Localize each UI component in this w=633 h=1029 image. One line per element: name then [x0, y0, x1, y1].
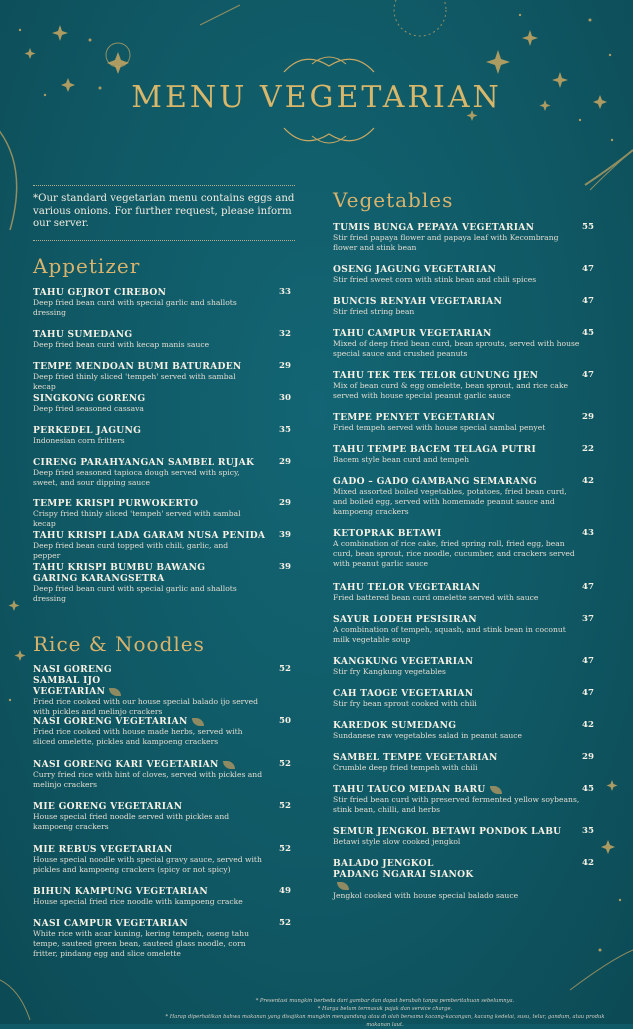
menu-item-name-text: BUNCIS RENYAH VEGETARIAN [333, 296, 503, 307]
menu-item-description: Jengkol cooked with house special balado sauce [333, 891, 519, 900]
menu-item-name [33, 918, 263, 929]
menu-item-name-text: GADO – GADO GAMBANG SEMARANG [333, 476, 537, 487]
title-ornament-top [282, 52, 376, 76]
menu-item-name [33, 498, 253, 509]
menu-item-price: 29 [582, 752, 594, 762]
menu-item-description: Stir fried string bean [333, 307, 415, 316]
menu-item-price: 22 [582, 444, 594, 454]
menu-item-description: Stir fried bean curd with preserved fermented yellow soybeans, stink bean, chilli, and herbs [333, 795, 580, 814]
menu-item-price: 52 [279, 664, 291, 674]
menu-item-description: House special noodle with special gravy sauce, served with pickles and kampoeng crackers (spicy or not spicy) [33, 855, 262, 874]
menu-item-description: Deep fried thinly sliced 'tempeh' served with sambal kecap [33, 372, 236, 391]
menu-item-name-text: SAMBEL TEMPE VEGETARIAN [333, 752, 498, 763]
menu-item-name [333, 328, 583, 339]
menu-item-name-text: TEMPE PENYET VEGETARIAN [333, 412, 496, 423]
menu-item-name [333, 858, 483, 891]
menu-item-price: 35 [582, 826, 594, 836]
menu-item [33, 562, 253, 604]
menu-item-name-text: MIE REBUS VEGETARIAN [33, 844, 173, 855]
menu-item-name [333, 412, 583, 423]
menu-item-description: Crumble deep fried tempeh with chili [333, 763, 478, 772]
menu-item-name [33, 844, 263, 855]
menu-item-description: Fried rice cooked with our house special balado ijo served with pickles and melinjo crackers [33, 697, 258, 716]
menu-item-name-text: TAHU TAUCO MEDAN BARU [333, 784, 486, 795]
menu-item [333, 582, 583, 603]
menu-item-description: Deep fried seasoned tapioca dough served with spicy, sweet, and sour dipping sauce [33, 468, 240, 487]
menu-item-price: 32 [279, 329, 291, 339]
menu-item-name [33, 393, 253, 404]
menu-item-price: 33 [279, 287, 291, 297]
menu-item-description: Crispy fried thinly sliced 'tempeh' served with sambal kecap [33, 509, 241, 528]
menu-item-name-text: NASI GORENG VEGETARIAN [33, 716, 188, 727]
menu-item-description: White rice with acar kuning, kering tempeh, oseng tahu tempe, sauteed green bean, sauteed glass noodle, corn fritter, pindang egg and slice omelette [33, 929, 249, 958]
menu-item [333, 328, 583, 359]
menu-item-name-text: NASI GORENG SAMBAL IJO VEGETARIAN [33, 664, 112, 697]
menu-item-name [33, 287, 253, 298]
menu-item-description: Stir fry bean sprout cooked with chili [333, 699, 477, 708]
menu-item-name-text: CIRENG PARAHYANGAN SAMBEL RUJAK [33, 457, 255, 468]
menu-item-name [333, 784, 583, 795]
menu-item-price: 43 [582, 528, 594, 538]
menu-item-name [333, 528, 583, 539]
menu-item-name-text: BIHUN KAMPUNG VEGETARIAN [33, 886, 208, 897]
menu-item-name-text: OSENG JAGUNG VEGETARIAN [333, 264, 497, 275]
menu-item-description: Stir fried papaya flower and papaya leaf with Kecombrang flower and stink bean [333, 233, 559, 252]
leaf-icon [337, 882, 349, 890]
menu-item-name [33, 457, 253, 468]
footnote-2: * Harga belum termasuk pajak dan service charge. [317, 1006, 453, 1012]
page-title: MENU VEGETARIAN [131, 80, 502, 115]
menu-item-description: Fried battered bean curd omelette served with sauce [333, 593, 539, 602]
menu-item-description: Mixed of deep fried bean curd, bean sprouts, served with house special sauce and crushed peanuts [333, 339, 580, 358]
menu-item [333, 528, 583, 569]
menu-item-name [333, 444, 583, 455]
menu-item-price: 47 [582, 370, 594, 380]
menu-item-price: 47 [582, 656, 594, 666]
menu-item-name-text: TAHU GEJROT CIREBON [33, 287, 167, 298]
title-ornament-bottom [282, 124, 376, 148]
menu-item-name-text: TEMPE KRISPI PURWOKERTO [33, 498, 199, 509]
menu-item [333, 656, 583, 677]
menu-item-name [33, 425, 253, 436]
menu-item [33, 886, 263, 907]
menu-item-description: House special fried noodle served with pickles and kampoeng crackers [33, 812, 230, 831]
menu-item-name [33, 562, 218, 584]
menu-item [333, 476, 583, 517]
menu-item [33, 530, 266, 561]
menu-item-description: Betawi style slow cooked jengkol [333, 837, 461, 846]
menu-item-name [333, 614, 583, 625]
menu-item [333, 370, 583, 401]
menu-item-name [333, 476, 583, 487]
menu-item-price: 30 [279, 393, 291, 403]
menu-item-name-text: TAHU CAMPUR VEGETARIAN [333, 328, 492, 339]
menu-item-name [333, 826, 583, 837]
menu-item-price: 47 [582, 582, 594, 592]
menu-item-description: Deep fried seasoned cassava [33, 404, 144, 413]
menu-item-price: 37 [582, 614, 594, 624]
menu-item [33, 918, 263, 959]
menu-item-description: Deep fried bean curd with special garlic and shallots dressing [33, 584, 237, 603]
menu-item-name-text: NASI CAMPUR VEGETARIAN [33, 918, 188, 929]
menu-item-name-text: TAHU TELOR VEGETARIAN [333, 582, 481, 593]
footnote-3: * Harap diperhatikan bahwa makanan yang disajikan mungkin mengandung atau di olah bersama kacang-kacangan, kacang kedelai, susu, telur, gandum, atau produk makanan laut. [165, 1014, 605, 1028]
menu-item [33, 716, 263, 747]
menu-item-price: 29 [279, 361, 291, 371]
menu-item-name [333, 582, 583, 593]
menu-item [333, 688, 583, 709]
menu-item-name-text: NASI GORENG KARI VEGETARIAN [33, 759, 219, 770]
menu-item-name [33, 361, 253, 372]
menu-item-name-text: TAHU SUMEDANG [33, 329, 133, 340]
menu-item-description: House special fried rice noodle with kampoeng cracke [33, 897, 243, 906]
menu-item-price: 42 [582, 720, 594, 730]
menu-item-name-text: KAREDOK SUMEDANG [333, 720, 457, 731]
menu-item [333, 752, 583, 773]
menu-item-name-text: TUMIS BUNGA PEPAYA VEGETARIAN [333, 222, 535, 233]
leaf-icon [192, 718, 204, 726]
menu-item-name-text: SINGKONG GORENG [33, 393, 146, 404]
menu-item [33, 361, 253, 392]
menu-item-description: Curry fried rice with hint of cloves, served with pickles and melinjo crackers [33, 770, 263, 789]
menu-item-price: 47 [582, 688, 594, 698]
menu-item [333, 444, 583, 465]
menu-item-price: 47 [582, 264, 594, 274]
leaf-icon [109, 688, 121, 696]
menu-item-price: 52 [279, 759, 291, 769]
menu-item-name [33, 759, 263, 770]
menu-item-name-text: BALADO JENGKOL PADANG NGARAI SIANOK [333, 858, 474, 880]
menu-item-name [333, 720, 583, 731]
menu-item-name [33, 664, 153, 697]
menu-item [33, 425, 253, 446]
footnote-1: * Presentasi mungkin berbeda dari gambar dan dapat berubah tanpa pemberitahuan sebelumnya. [255, 998, 515, 1004]
menu-item [33, 329, 253, 350]
menu-item-description: Deep fried bean curd with kecap manis sauce [33, 340, 210, 349]
menu-item [33, 498, 253, 529]
menu-item-description: Mixed assorted boiled vegetables, potatoes, fried bean curd, and boiled egg, served with homemade peanut sauce and kampoeng crackers [333, 487, 567, 516]
menu-item-name [333, 222, 583, 233]
menu-item-name [333, 752, 583, 763]
menu-item-description: Bacem style bean curd and tempeh [333, 455, 469, 464]
menu-item [333, 784, 583, 815]
menu-item [333, 412, 583, 433]
menu-item [33, 801, 263, 832]
menu-item-name [33, 801, 263, 812]
menu-item-description: Deep fried bean curd with special garlic and shallots dressing [33, 298, 237, 317]
leaf-icon [223, 761, 235, 769]
menu-item-name-text: SAYUR LODEH PESISIRAN [333, 614, 477, 625]
menu-item-price: 52 [279, 801, 291, 811]
menu-item-description: Stir fried sweet corn with stink bean and chili spices [333, 275, 537, 284]
menu-item-name [333, 264, 583, 275]
menu-item-price: 29 [279, 457, 291, 467]
menu-item [33, 287, 253, 318]
section-title-appetizer: Appetizer [33, 254, 141, 278]
menu-item-name-text: SEMUR JENGKOL BETAWI PONDOK LABU [333, 826, 562, 837]
menu-item-price: 49 [279, 886, 291, 896]
menu-item-description: Fried tempeh served with house special sambal penyet [333, 423, 546, 432]
menu-item-name [33, 530, 266, 541]
menu-item [33, 844, 263, 875]
menu-item-name [333, 688, 583, 699]
menu-item [33, 457, 253, 488]
menu-item-description: Fried rice cooked with house made herbs, served with sliced omelette, pickles and kampoeng crackers [33, 727, 243, 746]
menu-item [33, 759, 263, 790]
section-title-vegetables: Vegetables [333, 188, 454, 212]
intro-note: *Our standard vegetarian menu contains eggs and various onions. For further request, please inform our server. [33, 185, 295, 241]
menu-item [33, 664, 263, 717]
section-title-rice-noodles: Rice & Noodles [33, 632, 205, 656]
menu-item-price: 35 [279, 425, 291, 435]
menu-item-price: 29 [582, 412, 594, 422]
menu-item-name-text: MIE GORENG VEGETARIAN [33, 801, 183, 812]
menu-item-name [33, 886, 263, 897]
menu-item-name-text: PERKEDEL JAGUNG [33, 425, 142, 436]
menu-item-description: A combination of rice cake, fried spring roll, fried egg, bean curd, bean sprout, rice noodle, cucumber, and crackers served with peanut garlic sauce [333, 539, 575, 568]
menu-item-name [333, 370, 583, 381]
menu-item-price: 45 [582, 784, 594, 794]
menu-item [333, 826, 583, 847]
leaf-icon [490, 786, 502, 794]
menu-item-price: 50 [279, 716, 291, 726]
menu-item-name-text: TAHU KRISPI LADA GARAM NUSA PENIDA [33, 530, 266, 541]
menu-item-name-text: TAHU TEMPE BACEM TELAGA PUTRI [333, 444, 537, 455]
menu-item-name [333, 296, 583, 307]
menu-item-description: Deep fried bean curd topped with chili, garlic, and pepper [33, 541, 229, 560]
menu-item-name-text: KETOPRAK BETAWI [333, 528, 442, 539]
menu-item-price: 52 [279, 844, 291, 854]
menu-item-price: 45 [582, 328, 594, 338]
menu-item [333, 264, 583, 285]
menu-item-price: 39 [279, 530, 291, 540]
menu-item [333, 222, 583, 253]
menu-item-name-text: KANGKUNG VEGETARIAN [333, 656, 474, 667]
menu-item-name-text: TAHU KRISPI BUMBU BAWANG GARING KARANGSETRA [33, 562, 206, 584]
menu-item-description: Indonesian corn fritters [33, 436, 125, 445]
menu-item-description: A combination of tempeh, squash, and stink bean in coconut milk vegetable soup [333, 625, 566, 644]
menu-item-price: 39 [279, 562, 291, 572]
menu-item [333, 614, 583, 645]
menu-item-name [33, 716, 263, 727]
menu-item-price: 55 [582, 222, 594, 232]
menu-item-name-text: TAHU TEK TEK TELOR GUNUNG IJEN [333, 370, 539, 381]
menu-item-name-text: TEMPE MENDOAN BUMI BATURADEN [33, 361, 242, 372]
menu-item-description: Stir fry Kangkung vegetables [333, 667, 446, 676]
menu-item-description: Sundanese raw vegetables salad in peanut sauce [333, 731, 523, 740]
menu-item-price: 52 [279, 918, 291, 928]
menu-item-price: 42 [582, 858, 594, 868]
menu-item-name [333, 656, 583, 667]
menu-item-name [33, 329, 253, 340]
menu-item [333, 858, 583, 901]
menu-item [333, 720, 583, 741]
menu-item-description: Mix of bean curd & egg omelette, bean sprout, and rice cake served with house special peanut garlic sauce [333, 381, 569, 400]
menu-item-price: 29 [279, 498, 291, 508]
menu-item [33, 393, 253, 414]
menu-item-name-text: CAH TAOGE VEGETARIAN [333, 688, 474, 699]
menu-item-price: 42 [582, 476, 594, 486]
menu-item-price: 47 [582, 296, 594, 306]
menu-item [333, 296, 583, 317]
